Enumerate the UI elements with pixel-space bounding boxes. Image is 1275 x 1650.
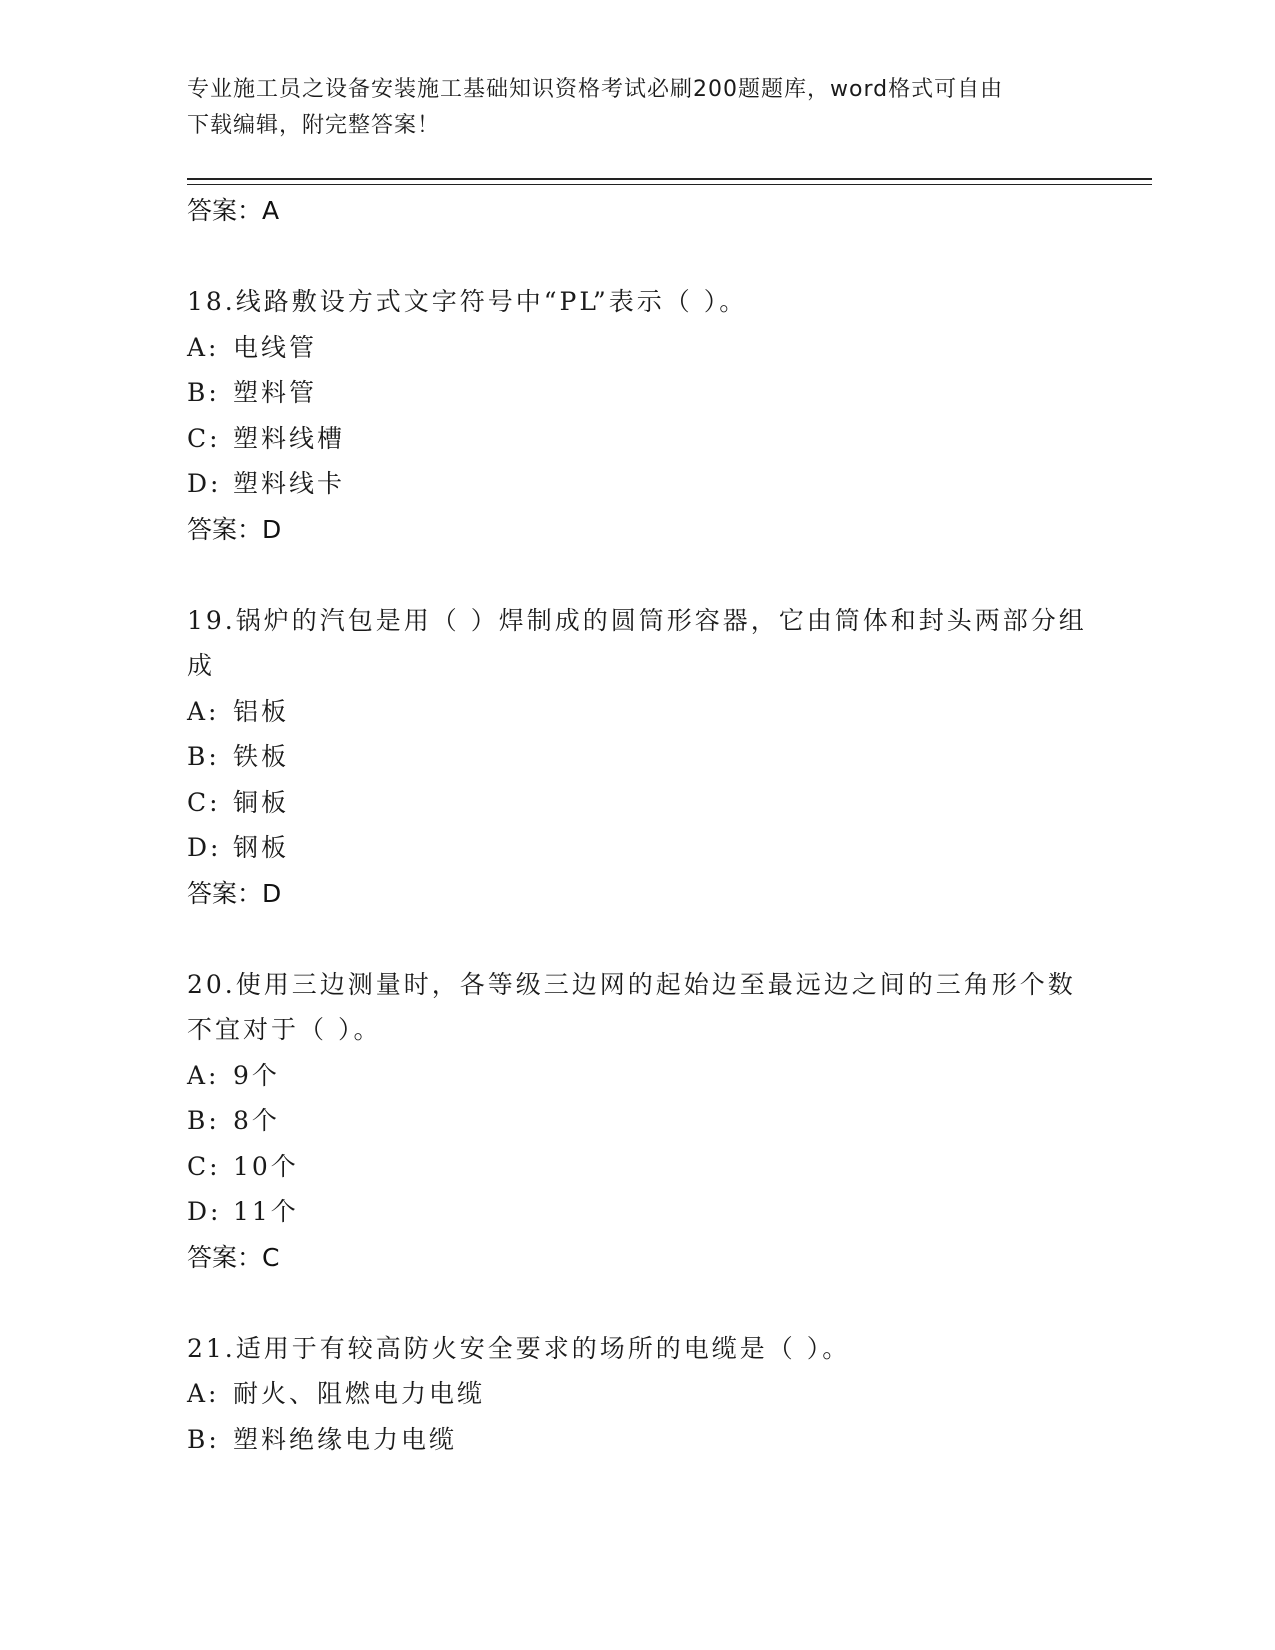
option-key: C: [187,1151,221,1181]
option-key: D: [187,469,222,498]
option-key: B: [187,1424,220,1454]
option-text: 铜板 [233,787,290,817]
option-key: B: [187,378,220,407]
option-text: 10个 [233,1151,299,1181]
option-text: 9个 [233,1060,280,1090]
option-d [187,1189,1087,1235]
document-header [187,72,1067,144]
option-text: 耐火、阻燃电力电缆 [233,1379,486,1408]
spacer [187,552,1087,598]
option-key: A: [187,1060,220,1090]
option-text: 铁板 [233,742,290,771]
header-rule-thick [187,178,1152,180]
option-text: 塑料绝缘电力电缆 [233,1424,458,1454]
option-text: 塑料线槽 [233,423,346,453]
question-block [187,1326,1087,1463]
option-text: 钢板 [233,833,290,862]
option-d [187,825,1087,871]
option-key: D: [187,833,222,862]
option-text: 塑料管 [233,378,318,407]
option-key: A: [187,332,220,362]
option-b [187,734,1087,780]
option-b [187,370,1087,416]
option-key: A: [187,696,220,726]
question-block [187,598,1087,916]
option-b [187,1417,1087,1463]
question-text: 18.线路敷设方式文字符号中“PL”表示（ ）。 [187,287,748,316]
option-a [187,325,1087,371]
option-key: B: [187,742,220,771]
option-text: 塑料线卡 [233,469,346,498]
option-text: 电线管 [233,332,318,362]
answer-line: 答案：C [187,1242,280,1272]
option-a [187,1371,1087,1417]
option-a [187,689,1087,735]
option-c [187,416,1087,462]
answer-line: 答案：D [187,878,282,908]
option-text: 8个 [233,1106,280,1135]
answer-line: 答案：D [187,514,282,544]
header-line-2: 下载编辑，附完整答案！ [187,113,441,138]
option-d [187,461,1087,507]
previous-answer: 答案：A [187,196,280,225]
option-key: A: [187,1379,220,1408]
question-list [187,188,1087,1462]
spacer [187,1280,1087,1326]
spacer [187,916,1087,962]
question-text: 20.使用三边测量时，各等级三边网的起始边至最远边之间的三角形个数不宜对于（ ）。 [187,969,1076,1044]
option-key: B: [187,1106,220,1135]
spacer [187,233,1087,279]
header-rule-thin [187,184,1152,185]
question-text: 21.适用于有较高防火安全要求的场所的电缆是（ ）。 [187,1333,851,1363]
option-key: D: [187,1197,222,1226]
option-b [187,1098,1087,1144]
option-c [187,780,1087,826]
option-a [187,1053,1087,1099]
option-key: C: [187,423,221,453]
option-text: 11个 [233,1197,299,1226]
question-block [187,279,1087,552]
option-key: C: [187,787,221,817]
header-line-1: 专业施工员之设备安装施工基础知识资格考试必刷200题题库，word格式可自由 [187,77,1004,102]
option-c [187,1144,1087,1190]
question-text: 19.锅炉的汽包是用（ ）焊制成的圆筒形容器，它由筒体和封头两部分组成 [187,605,1087,680]
option-text: 铝板 [233,696,290,726]
question-block [187,962,1087,1280]
